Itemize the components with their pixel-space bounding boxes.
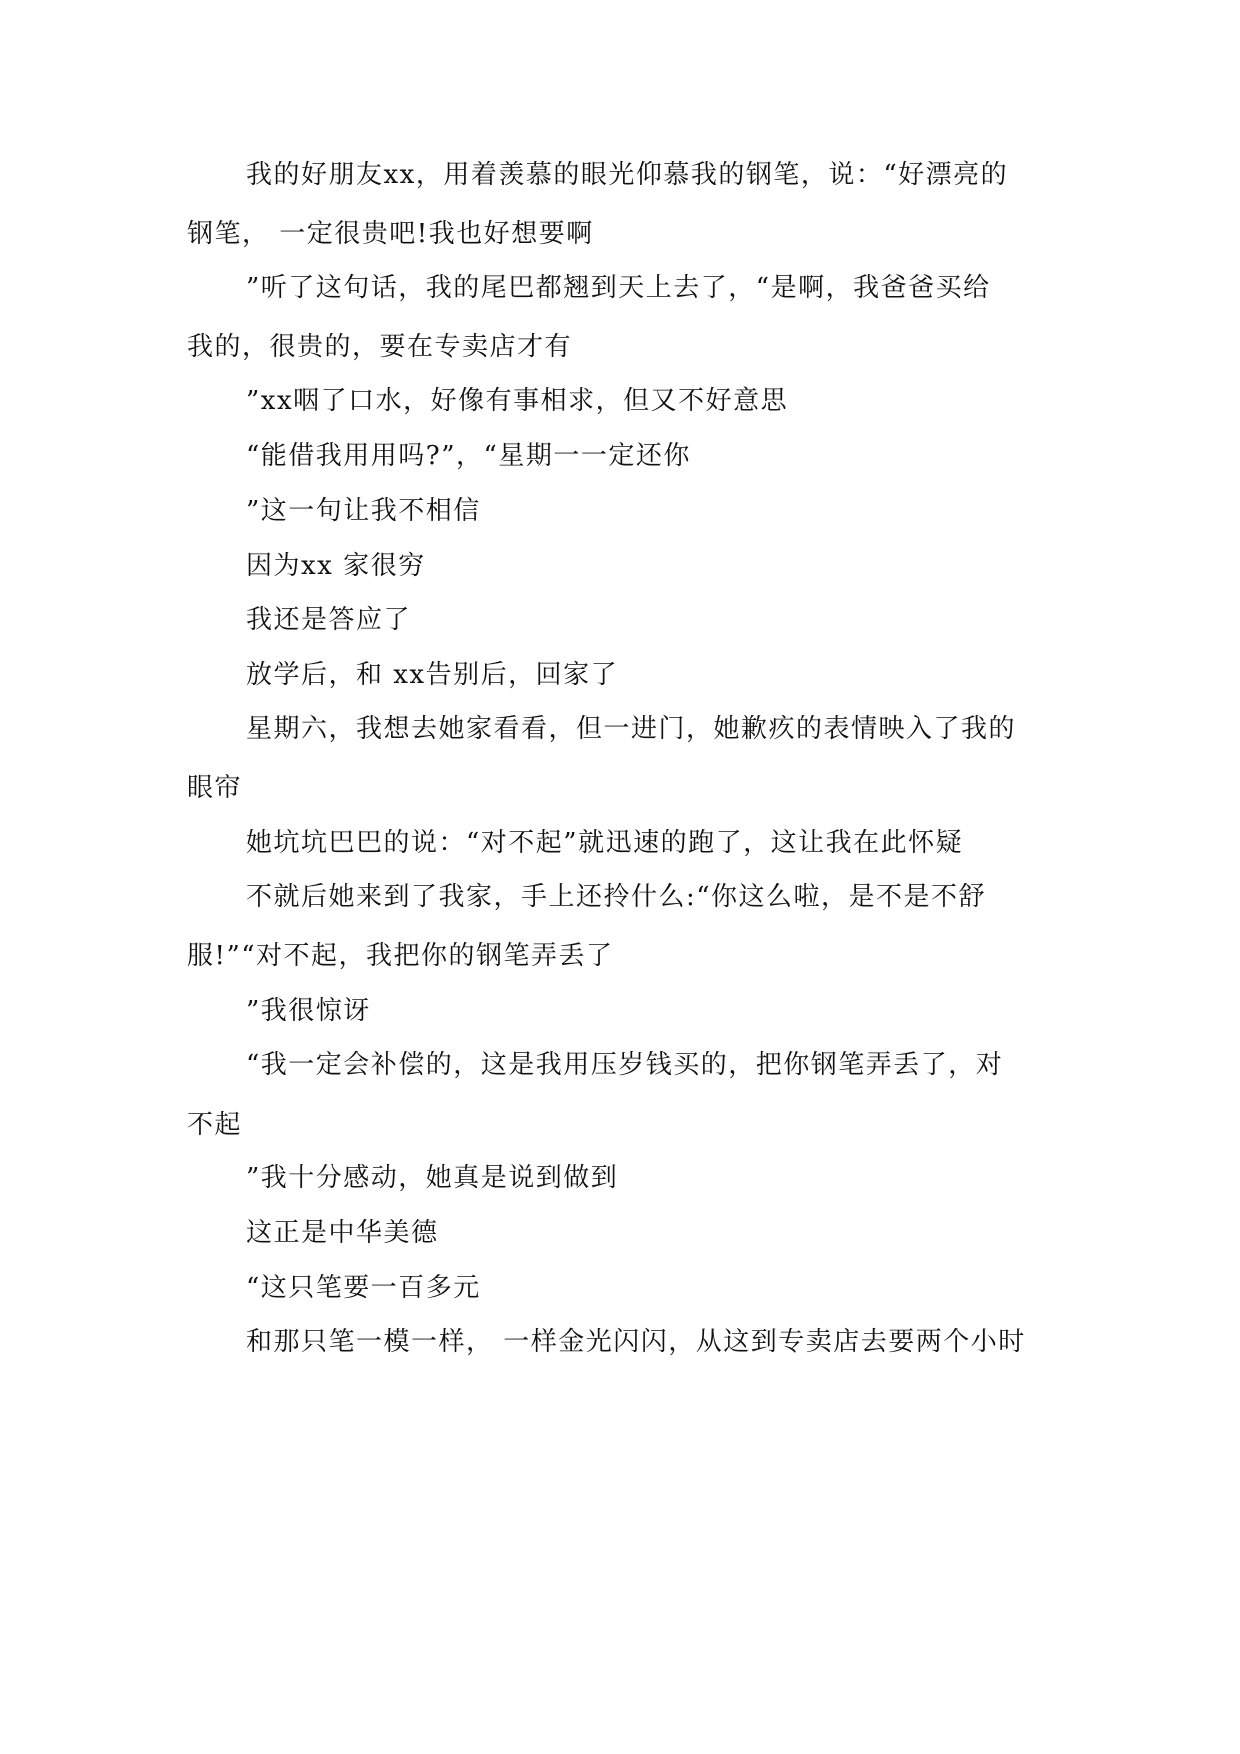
text-line: ”xx咽了口水，好像有事相求，但又不好意思 [246, 386, 789, 416]
text-line: ”我很惊讶 [246, 996, 371, 1026]
text-line: 我的好朋友xx，用着羡慕的眼光仰慕我的钢笔，说：“好漂亮的 [246, 160, 1009, 190]
text-line: “这只笔要一百多元 [246, 1273, 481, 1303]
text-line: ”听了这句话，我的尾巴都翘到天上去了，“是啊，我爸爸买给 [246, 273, 991, 303]
text-line: 眼帘 [187, 773, 243, 803]
text-line: 这正是中华美德 [246, 1218, 439, 1248]
text-line: ”我十分感动，她真是说到做到 [246, 1163, 619, 1193]
text-line: “能借我用用吗?”，“星期一一定还你 [246, 441, 691, 471]
text-line: 她坑坑巴巴的说：“对不起”就迅速的跑了，这让我在此怀疑 [246, 828, 964, 858]
text-line: 不起 [187, 1110, 243, 1140]
text-line: 服!”“对不起，我把你的钢笔弄丢了 [187, 941, 614, 971]
text-line: ”这一句让我不相信 [246, 496, 481, 526]
text-line: 放学后，和 xx告别后，回家了 [246, 660, 619, 690]
text-line: 和那只笔一模一样， 一样金光闪闪，从这到专卖店去要两个小时 [246, 1327, 1026, 1357]
text-line: 我还是答应了 [246, 605, 412, 635]
text-line: 星期六，我想去她家看看，但一进门，她歉疚的表情映入了我的 [246, 714, 1017, 744]
text-line: 不就后她来到了我家，手上还拎什么:“你这么啦，是不是不舒 [246, 882, 987, 912]
text-line: 因为xx 家很穷 [246, 551, 426, 581]
text-line: 我的，很贵的，要在专卖店才有 [187, 332, 573, 362]
text-line: 钢笔， 一定很贵吧!我也好想要啊 [187, 219, 594, 249]
text-line: “我一定会补偿的，这是我用压岁钱买的，把你钢笔弄丢了，对 [246, 1050, 1004, 1080]
